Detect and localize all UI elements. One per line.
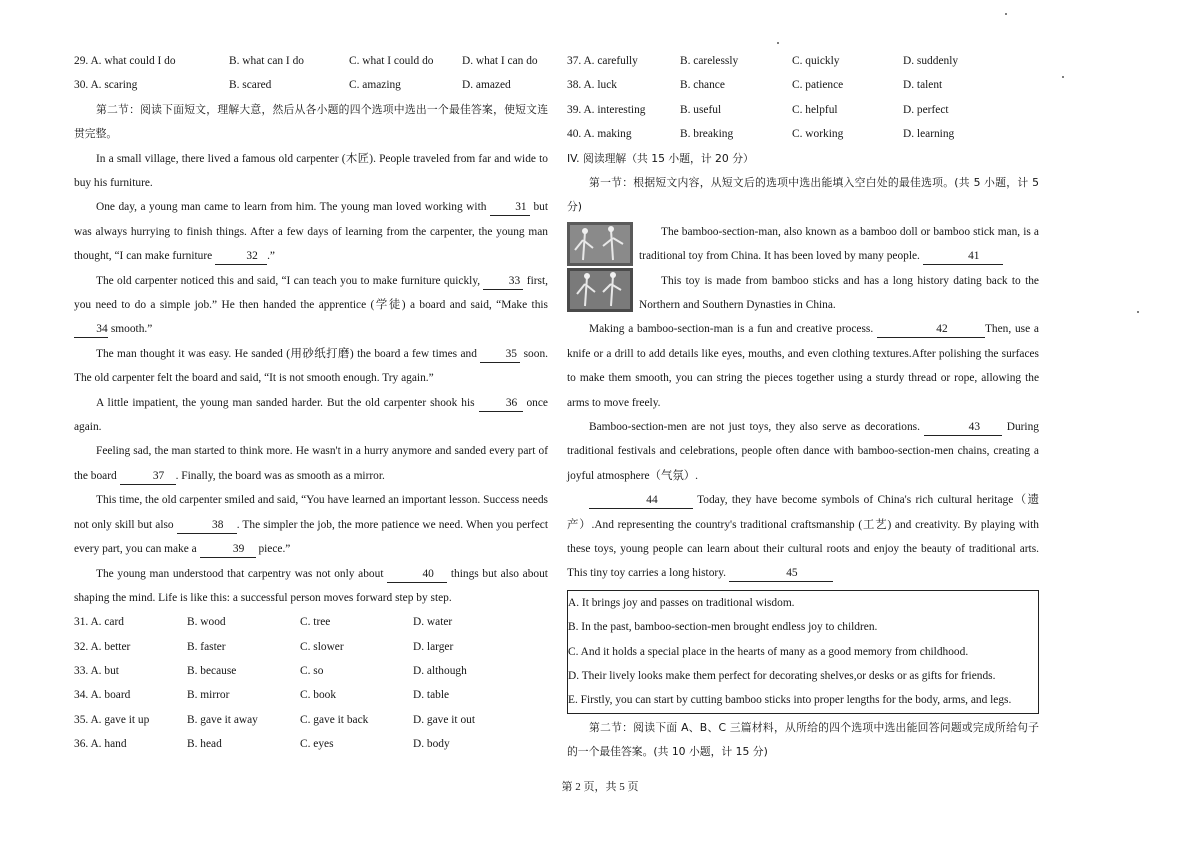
option-c: C. tree	[300, 616, 331, 629]
option-b: B. chance	[680, 79, 725, 92]
text: first, you need to do a simple job.” He then handed the apprentice (学徒) a board and said, “Make this	[74, 274, 548, 312]
paragraph: This toy is made from bamboo sticks and has a long history dating back to the Northern and Southern Dynasties in China.	[639, 274, 1039, 311]
choice-d: D. Their lively looks make them perfect for decorating shelves,or desks or as gifts for friends.	[568, 670, 996, 683]
option-c: C. quickly	[792, 55, 840, 67]
scan-speck	[1062, 76, 1064, 78]
option-b: B. breaking	[680, 128, 734, 141]
left-column	[74, 49, 548, 757]
right-column	[567, 49, 1039, 765]
option-b: B. useful	[680, 103, 722, 116]
option-row	[74, 73, 548, 97]
text: soon. The old carpenter felt the board and said, “It is not smooth enough. Try again.”	[74, 347, 548, 385]
option-d: D. body	[413, 738, 450, 751]
page-footer: 第 2 页，共 5 页	[561, 781, 639, 793]
option-a: 40. A. making	[567, 128, 632, 141]
option-c: C. slower	[300, 640, 344, 653]
option-d: D. what I can do	[462, 55, 538, 67]
paragraph	[567, 488, 1039, 586]
option-a: 31. A. card	[74, 616, 124, 629]
text: A little impatient, the young man sanded harder. But the old carpenter shook his	[96, 396, 475, 409]
option-row	[567, 73, 1039, 97]
option-b: B. carelessly	[680, 55, 739, 67]
options-31-36	[74, 610, 548, 756]
option-c: C. patience	[792, 79, 844, 92]
option-a: 36. A. hand	[74, 738, 127, 751]
option-row	[74, 635, 548, 659]
options-37-40	[567, 49, 1039, 147]
option-a: 39. A. interesting	[567, 103, 646, 116]
option-b: B. gave it away	[187, 713, 258, 726]
scan-speck	[777, 42, 779, 44]
option-row	[74, 683, 548, 707]
text: things but also about shaping the mind. Life is like this: a successful person moves forward step by step.	[74, 567, 548, 604]
text: Making a bamboo-section-man is a fun and creative process.	[589, 323, 874, 336]
option-c: C. what I could do	[349, 55, 434, 67]
option-a: 29. A. what could I do	[74, 55, 176, 67]
choice-c: C. And it holds a special place in the hearts of many as a good memory from childhood.	[568, 645, 969, 658]
choice-e: E. Firstly, you can start by cutting bamboo sticks into proper lengths for the body, arms, and legs.	[568, 694, 1012, 707]
options-29-30	[74, 49, 548, 98]
answer-choices-box	[567, 590, 1039, 714]
text: The man thought it was easy. He sanded (用砂纸打磨) the board a few times and	[96, 347, 477, 360]
text: The old carpenter noticed this and said, “I can teach you to make furniture quickly,	[96, 274, 481, 287]
text: Bamboo-section-men are not just toys, they also serve as decorations.	[589, 421, 920, 434]
option-d: D. talent	[903, 79, 943, 92]
blank-33: 33	[483, 273, 523, 290]
option-d: D. although	[413, 665, 467, 678]
option-a: 30. A. scaring	[74, 79, 138, 92]
option-c: C. helpful	[792, 103, 838, 116]
option-a: 35. A. gave it up	[74, 713, 150, 726]
blank-43: 43	[924, 419, 1002, 436]
option-row	[74, 732, 548, 756]
blank-37: 37	[120, 468, 176, 485]
option-row	[74, 610, 548, 634]
paragraph	[74, 488, 548, 561]
text: smooth.”	[110, 323, 153, 336]
option-row	[74, 708, 548, 732]
option-row	[567, 98, 1039, 122]
text: piece.”	[258, 543, 291, 556]
option-d: D. amazed	[462, 79, 511, 92]
option-b: B. head	[187, 738, 222, 751]
choice-a: A. It brings joy and passes on traditional wisdom.	[568, 596, 795, 609]
passage-intro	[567, 220, 1039, 318]
blank-36: 36	[479, 395, 523, 412]
paragraph	[74, 439, 548, 488]
paragraph	[639, 220, 1039, 269]
blank-44: 44	[589, 492, 693, 509]
option-d: D. learning	[903, 128, 955, 141]
option-c: C. so	[300, 665, 324, 678]
paragraph	[74, 391, 548, 440]
text: .”	[267, 250, 275, 263]
section-subheading: 第一节：根据短文内容，从短文后的选项中选出能填入空白处的最佳选项。(共 5 小题，计 5 分)	[567, 175, 1039, 214]
option-a: 33. A. but	[74, 665, 119, 678]
option-a: 38. A. luck	[567, 79, 617, 92]
blank-38: 38	[177, 517, 237, 534]
scan-speck	[1137, 311, 1139, 313]
next-section-heading: 第二节：阅读下面 A、B、C 三篇材料，从所给的四个选项中选出能回答问题或完成所给句子的一个最佳答案。(共 10 小题，计 15 分)	[567, 720, 1039, 759]
text: Feeling sad, the man started to think more. He wasn't in a hurry anymore and sanded every part of the board	[74, 445, 548, 482]
option-b: B. scared	[229, 79, 272, 92]
option-a: 37. A. carefully	[567, 55, 638, 67]
paragraph	[567, 415, 1039, 488]
option-d: D. gave it out	[413, 713, 476, 726]
option-a: 32. A. better	[74, 640, 131, 653]
blank-31: 31	[490, 199, 530, 216]
text: The young man understood that carpentry was not only about	[96, 567, 384, 580]
blank-41: 41	[923, 248, 1003, 265]
paragraph	[74, 562, 548, 611]
option-b: B. faster	[187, 640, 226, 653]
paragraph	[74, 269, 548, 342]
scan-speck	[1005, 13, 1007, 15]
text: The bamboo-section-man, also known as a bamboo doll or bamboo stick man, is a traditional toy from China. It has been loved by many people.	[639, 225, 1039, 263]
cloze-passage	[74, 147, 548, 611]
text: This time, the old carpenter smiled and said, “You have learned an important lesson. Success needs not only skill but also	[74, 494, 548, 531]
option-a: 34. A. board	[74, 689, 131, 702]
option-b: B. because	[187, 665, 237, 678]
bamboo-toy-photo-icon	[567, 222, 633, 312]
option-row	[74, 659, 548, 683]
option-b: B. mirror	[187, 689, 230, 702]
blank-34: 34	[74, 321, 108, 338]
section-title: IV. 阅读理解（共 15 小题，计 20 分）	[567, 151, 754, 165]
paragraph	[74, 342, 548, 391]
blank-45: 45	[729, 565, 833, 582]
text: but was always hurrying to finish things. After a few days of learning from the carpenter, the young man thought, “I can make furniture	[74, 201, 548, 263]
text: During traditional festivals and celebrations, people often dance with bamboo-section-men chains, creating a joyful atmosphere（气氛）.	[567, 421, 1039, 482]
option-d: D. table	[413, 689, 450, 702]
text: Today, they have become symbols of China's rich cultural heritage（遗产）.And representing the country's traditional craftsmanship (工艺) and creativity. By playing with these toys, young people can learn about their cultural roots and enjoy the beauty of traditional arts. This tiny toy carries a long history.	[567, 494, 1039, 580]
choice-b: B. In the past, bamboo-section-men brought endless joy to children.	[568, 621, 878, 634]
option-c: C. amazing	[349, 79, 401, 92]
paragraph: In a small village, there lived a famous old carpenter (木匠). People traveled from far and wide to buy his furniture.	[74, 152, 548, 189]
blank-32: 32	[215, 248, 267, 265]
option-c: C. book	[300, 689, 337, 702]
option-d: D. larger	[413, 640, 454, 653]
option-d: D. perfect	[903, 103, 949, 116]
option-c: C. eyes	[300, 738, 334, 751]
option-b: B. wood	[187, 616, 226, 629]
option-row	[567, 122, 1039, 146]
text: once again.	[74, 396, 548, 434]
text: . Finally, the board was as smooth as a mirror.	[175, 469, 385, 482]
option-d: D. suddenly	[903, 55, 959, 67]
option-d: D. water	[413, 616, 453, 629]
blank-35: 35	[480, 346, 520, 363]
option-b: B. what can I do	[229, 55, 304, 67]
blank-42: 42	[877, 321, 985, 338]
cloze-heading: 第二节：阅读下面短文，理解大意，然后从各小题的四个选项中选出一个最佳答案，使短文连贯完整。	[74, 102, 548, 141]
blank-39: 39	[200, 541, 256, 558]
option-row	[567, 49, 1039, 73]
text: Then, use a knife or a drill to add details like eyes, mouths, and even clothing textures.After polishing the surfaces to make them smooth, you can string the pieces together using a sturdy thread or rope, allowing the arms to move freely.	[567, 323, 1039, 409]
blank-40: 40	[387, 566, 447, 583]
text: One day, a young man came to learn from him. The young man loved working with	[96, 201, 487, 214]
paragraph	[567, 317, 1039, 415]
paragraph	[74, 195, 548, 268]
option-c: C. gave it back	[300, 713, 369, 726]
text: . The simpler the job, the more patience we need. When you perfect every part, you can make a	[74, 518, 548, 556]
intro-text	[639, 220, 1039, 318]
option-c: C. working	[792, 128, 844, 141]
option-row	[74, 49, 548, 73]
